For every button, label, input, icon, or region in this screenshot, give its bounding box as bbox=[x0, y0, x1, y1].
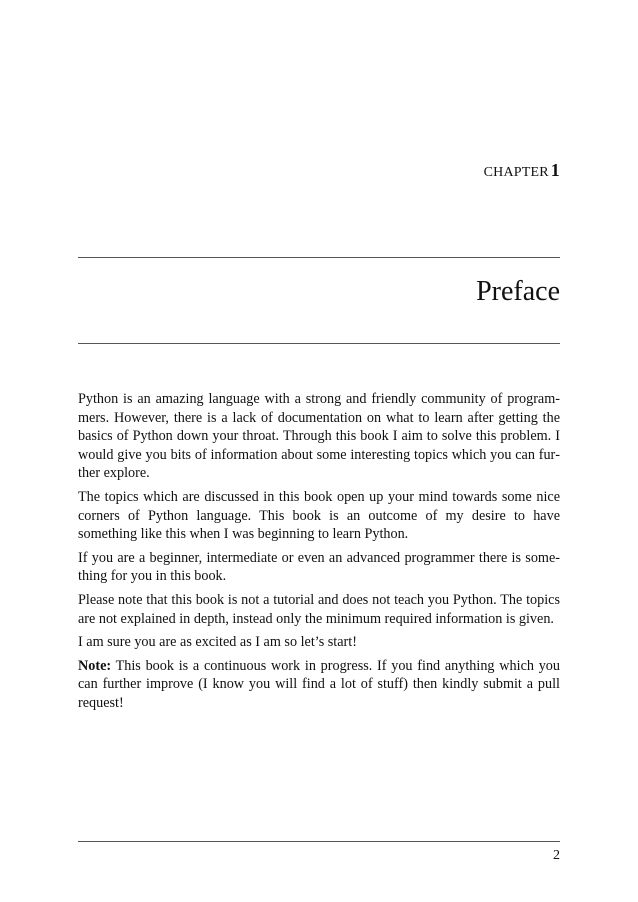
chapter-heading bbox=[484, 160, 560, 181]
paragraph: Python is an amazing language with a strong and friendly community of programmers. However, there is a lack of documentation on what to learn after getting the basics of Python down your throat. Through this book I aim to solve this problem. I would give you bits of information about some interesting topics which you can further explore. bbox=[78, 391, 560, 482]
note-text: This book is a continuous work in progress. If you find anything which you can further improve (I know you will find a lot of stuff) then kindly submit a pull request! bbox=[78, 657, 560, 711]
page-number: 2 bbox=[553, 848, 560, 863]
paragraph: Please note that this book is not a tutorial and does not teach you Python. The topics are not explained in depth, instead only the minimum required information is given. bbox=[78, 591, 560, 627]
paragraph: The topics which are discussed in this book open up your mind towards some nice corners of Python language. This book is an outcome of my desire to have something like this when I was beginning to learn Python. bbox=[78, 488, 560, 543]
footer-rule bbox=[78, 841, 560, 842]
body-text bbox=[78, 390, 560, 718]
chapter-word: CHAPTER bbox=[483, 165, 549, 180]
paragraph: I am sure you are as excited as I am so let’s start! bbox=[78, 634, 357, 651]
chapter-title: Preface bbox=[476, 276, 560, 307]
paragraph: If you are a beginner, intermediate or even an advanced programmer there is something for you in this book. bbox=[78, 549, 560, 585]
note-paragraph bbox=[78, 657, 560, 713]
note-label: Note: bbox=[78, 657, 112, 674]
chapter-number: 1 bbox=[550, 160, 560, 180]
title-bottom-rule bbox=[78, 343, 560, 344]
title-top-rule bbox=[78, 257, 560, 258]
